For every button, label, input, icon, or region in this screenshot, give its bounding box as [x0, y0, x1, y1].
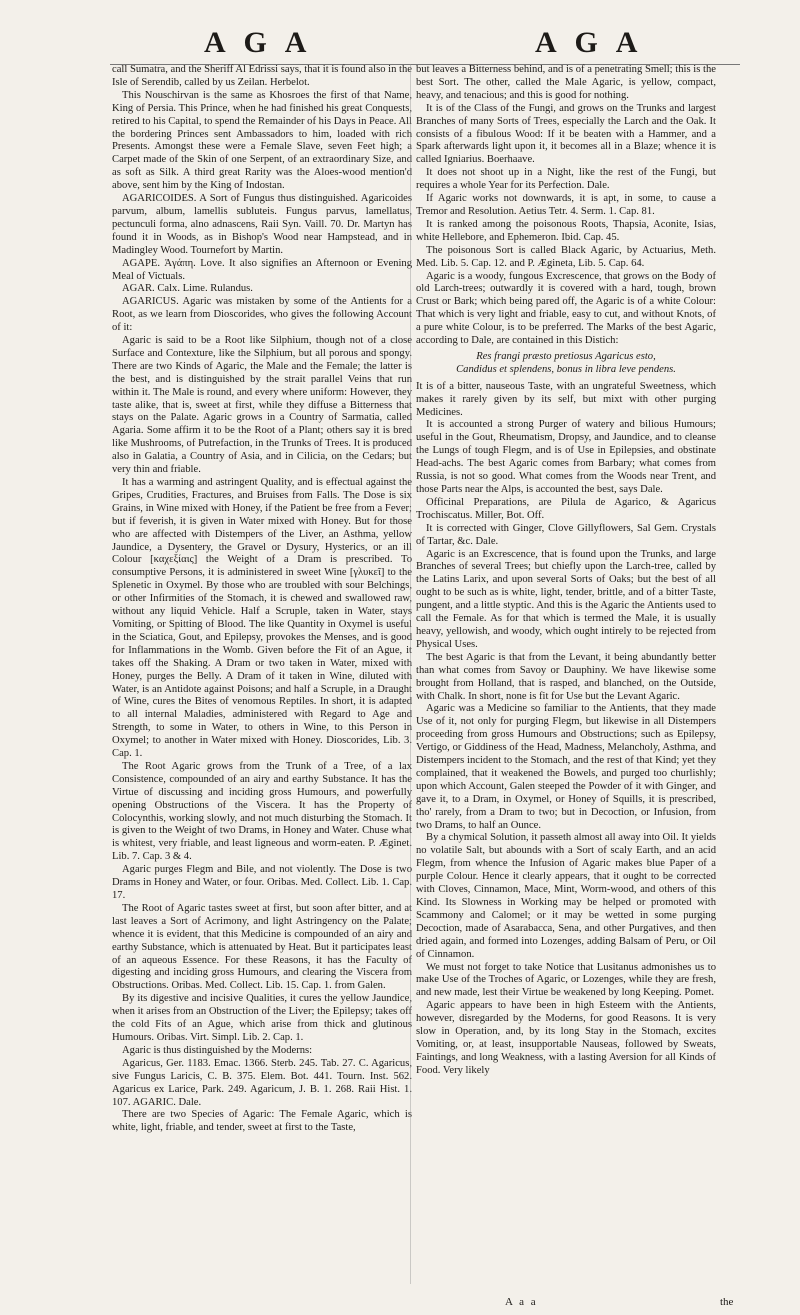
paragraph: It is ranked among the poisonous Roots, Thapsia, Aconite, Isias, white Hellebore, and Ephemeron. Ibid. Cap. 45. [416, 218, 716, 243]
paragraph: AGAR. Calx. Lime. Rulandus. [122, 283, 253, 295]
paragraph: Agaric is thus distinguished by the Moderns: [122, 1044, 313, 1056]
paragraph: We must not forget to take Notice that Lusitanus admonishes us to make Use of the Troches of Agaric, or Lozenges, while they are fresh, and new made, lest their Virtue be weakened by long Keeping. Pomet. [416, 961, 716, 999]
paragraph: The best Agaric is that from the Levant, it being abundantly better than what comes from Savoy or Dauphiny. We have likewise some brought from Holland, that is rasped, and blanched, on the Outside, with Chalk. In short, none is fit for Use but the Levant Agaric. [416, 651, 716, 702]
paragraph: AGAPE. Ἀγάπη. Love. It also signifies an Afternoon or Evening Meal of Victuals. [112, 257, 412, 282]
paragraph: Agaric is said to be a Root like Silphium, though not of a close Surface and Contexture, like the Silphium, but all porous and spongy. There are two Kinds of Agaric, the Male and the Female; the latter is the best, and is distinguished by the strait parallel Veins that run within it. The Male is round, and every where uniform: However, they taste alike, that is, sweet at first, while they diffuse a Bitterness that stays on the Palate. Agaric grows in a Country of Sarmatia, called Agaria. Some affirm it to be the Root of a Plant; others say it is bred like Mushrooms, of Putrefaction, in the Trunks of Trees. It is produced also in Galatia, a Country of Asia, and in Cilicia, on the Cedars; but very thin and friable. [112, 335, 412, 476]
paragraph: Agaric appears to have been in high Esteem with the Antients, however, disregarded by the Moderns, for good Reasons. It is very slow in Operation, and, by its long Stay in the Stomach, excites Vomiting, or, at least, insupportable Nauseas, followed by Sweats, Faintings, and long Weakness, with a lasting Aversion for all Kinds of Food. Very likely [416, 1000, 716, 1076]
running-head-left: A G A [204, 26, 313, 59]
paragraph: It is accounted a strong Purger of watery and bilious Humours; useful in the Gout, Rheumatism, Dropsy, and Jaundice, and to cleanse the Lungs of tough Flegm, and is of Use in Epilepsies, and obstinate Head-achs. The best Agaric comes from Barbary; what comes from Russia, is not so good. What comes from the Woods near Trent, and those Parts near the Alps, is accounted the best, says Dale. [416, 419, 716, 495]
paragraph: Officinal Preparations, are Pilula de Agarico, & Agaricus Trochiscatus. Miller, Bot. Off. [416, 496, 716, 521]
left-column [112, 64, 412, 1284]
paragraph: AGARICOIDES. A Sort of Fungus thus distinguished. Agaricoides parvum, album, lamellis subluteis. Fungus parvus, lamellatus, pectunculi forma, alno adnascens, Raii Syn. Vaill. 70. Dr. Martyn has found it in Woods, as in Bishop's Wood near Hampstead, and in Madingley Wood. Tournefort by Martin. [112, 193, 412, 256]
paragraph: There are two Species of Agaric: The Female Agaric, which is white, light, friable, and tender, sweet at first to the Taste, [112, 1109, 412, 1134]
paragraph: It has a warming and astringent Quality, and is effectual against the Gripes, Crudities, Fractures, and Bruises from Falls. The Dose is six Grains, in Wine mixed with Honey, if the Patient be free from a Fever; but if feverish, it is given in Water mixed with Honey. But for those who are affected with Distempers of the Liver, an Asthma, yellow Jaundice, a Dysentery, the Gravel or Dysury, Hysterics, or an ill Colour [καχεξίαις] the Weight of a Dram is prescribed. To consumptive Persons, it is administered in sweet Wine [γλυκεῖ] to the Splenetic in Oxymel. By those who are troubled with sour Belchings, or other Infirmities of the Stomach, it is chewed and swallowed raw, without any liquid Vehicle. Half a Scruple, taken in Water, stays Vomiting, or Spitting of Blood. The like Quantity in Oxymel is useful in the Sciatica, Gout, and Epilepsy, provokes the Menses, and is good for Inflammations in the Womb. Given before the Fit of an Ague, it takes off the Shaking. A Dram or two taken in Water, mixed with Honey, purges the Belly. A Dram of it taken in Wine, diluted with Water, is an Antidote against Poisons; and half a Scruple, in a Draught of Wine, cures the Bites of venomous Reptiles. In short, it is adapted to all internal Maladies, administered with Regard to Age and Strength, to some in Water, to others in Wine, to this Person in Oxymel; to another in Water mixed with Honey. Dioscorides, Lib. 3. Cap. 1. [112, 477, 412, 760]
paragraph: but leaves a Bitterness behind, and is of a penetrating Smell; this is the best Sort. The other, called the Male Agaric, is yellow, compact, heavy, and tenacious; and this is good for nothing. [416, 64, 716, 101]
paragraph: Agaric purges Flegm and Bile, and not violently. The Dose is two Drams in Honey and Water, or four. Oribas. Med. Collect. Lib. 1. Cap. 17. [112, 864, 412, 901]
paragraph: It is of the Class of the Fungi, and grows on the Trunks and largest Branches of many Sorts of Trees, especially the Larch and the Oak. It consists of a fibulous Wood: If it be beaten with a Hammer, and a Spark afterwards light upon it, it becomes all in a Blaze; whence it is called Igniarius. Boerhaave. [416, 102, 716, 166]
verse-line: Res frangi præsto pretiosus Agaricus esto, [476, 350, 656, 362]
column-divider [410, 64, 411, 1284]
paragraph: If Agaric works not downwards, it is apt, in some, to cause a Tremor and Resolution. Aetius Tetr. 4. Serm. 1. Cap. 81. [416, 193, 716, 217]
paragraph: It does not shoot up in a Night, like the rest of the Fungi, but requires a whole Year for its Perfection. Dale. [416, 167, 716, 192]
paragraph: Agaric is a woody, fungous Excrescence, that grows on the Body of old Larch-trees; outwardly it is covered with a hard, tough, brown Crust or Bark; which being pared off, the Agaric is of a white Colour: That which is very light and friable, easy to cut, and without Knots, of a pure white Colour, is to be preferred. The Marks of the best Agaric, according to Dale, are contained in this Distich: [416, 270, 716, 347]
latin-distich [416, 351, 716, 377]
paragraph: Agaric was a Medicine so familiar to the Antients, that they made Use of it, not only for purging Flegm, but likewise in all Distempers proceeding from gross Humours and Obstructions; such as Epilepsy, Vertigo, or Giddiness of the Head, Madness, Melancholy, Asthma, and Distempers incident to the Stomach, and the rest of that Kind; yet they complained, that it weakened the Bowels, and purged too churlishly; upon which Account, Galen steeped the Powder of it with Ginger, and gave it, to a Dram, in Oxymel, or Honey of Squills, it is prescribed, tho' rarely, from a Dram to two; but in Decoction, or Infusion, from two Drams, to half an Ounce. [416, 703, 716, 831]
verse-line: Candidus et splendens, bonus in libra leve pendens. [456, 363, 676, 375]
paragraph: It is of a bitter, nauseous Taste, with an ungrateful Sweetness, which makes it rarely given by its self, but mixt with other purging Medicines. [416, 380, 716, 418]
paragraph: The Root Agaric grows from the Trunk of a Tree, of a lax Consistence, compounded of an airy and earthy Substance. It has the Virtue of discussing and inciding gross Humours, and powerfully opening Obstructions of the Viscera. It has the Property of Colocynthis, working slowly, and not much disturbing the Stomach. It is given to the Weight of two Drams, in Honey and Water. Chuse what is whitest, very friable, and least ligneous and worm-eaten. P. Æginet. Lib. 7. Cap. 3 & 4. [112, 760, 412, 863]
right-column [416, 64, 716, 1284]
paragraph: By a chymical Solution, it passeth almost all away into Oil. It yields no volatile Salt, but abounds with a Sort of scaly Earth, and an acid Flegm, from whence the Infusion of Agaric makes blue Paper of a purple Colour. Hence it clearly appears, that it ought to be corrected with Cloves, Cinnamon, Mace, Mint, Worm-wood, and others of this Kind. Its Slowness in Working may be helped or promoted with Scammony and Calomel; or it may be wetted in some purging Decoction, made of Asarabacca, Sena, and other Purgatives, and then dried again, and formed into Lozenges, adding Balsam of Peru, or Oil of Cinnamon. [416, 832, 716, 960]
paragraph: It is corrected with Ginger, Clove Gillyflowers, Sal Gem. Crystals of Tartar, &c. Dale. [416, 522, 716, 547]
running-head-right: A G A [535, 26, 644, 59]
signature-mark: A a a [505, 1296, 538, 1308]
paragraph: Agaricus, Ger. 1183. Emac. 1366. Sterb. 245. Tab. 27. C. Agaricus, sive Fungus Laricis, C. B. 375. Elem. Bot. 441. Tourn. Inst. 562. Agaricus ex Larice, Park. 249. Agaricum, J. B. 1. 268. Raii Hist. 1. 107. AGARIC. Dale. [112, 1057, 412, 1108]
paragraph: The Root of Agaric tastes sweet at first, but soon after bitter, and at last leaves a Sort of Acrimony, and light Astringency on the Palate; whence it is evident, that this Medicine is compounded of an airy and earthy Substance, which is attenuated by Heat. But it participates least of an aqueous Essence. For these Reasons, it has the Faculty of digesting and inciding gross Humours, and clearing the Viscera from Obstructions. Oribas. Med. Collect. Lib. 15. Cap. 1. from Galen. [112, 902, 412, 992]
paragraph: AGARICUS. Agaric was mistaken by some of the Antients for a Root, as we learn from Dioscorides, who gives the following Account of it: [112, 296, 412, 334]
paragraph: Agaric is an Excrescence, that is found upon the Trunks, and large Branches of several Trees; but chiefly upon the Larch-tree, called by the Latins Larix, and upon several Sorts of Oaks; but the best of all ought to be such as is white, light, tender, brittle, and of a bitter Taste, pungent, and a little styptic. And this is the Agaric the Antients used to call the Female. As for that which is termed the Male, it is usually heavy, yellowish, and woody, which ought intirely to be rejected from Physical Uses. [416, 548, 716, 650]
paragraph: The poisonous Sort is called Black Agaric, by Actuarius, Meth. Med. Lib. 5. Cap. 12. and P. Ægineta, Lib. 5. Cap. 64. [416, 244, 716, 269]
paragraph: This Nouschirvan is the same as Khosroes the first of that Name, King of Persia. This Prince, when he had finished his great Conquests, retired to his Capital, to spend the Remainder of his Days in Peace. All the bordering Princes sent Ambassadors to him, loaded with rich Presents. Amongst these were a Female Slave, seven Feet high; a Carpet made of the Skin of one Serpent, of an extraordinary Size, and as soft as Silk. A third great Rarity was the Aloes-wood mention'd above, sent him by the King of Indostan. [112, 89, 412, 192]
paragraph: By its digestive and incisive Qualities, it cures the yellow Jaundice, when it arises from an Obstruction of the Liver; the Epilepsy; takes off the cold Fits of an Ague, which arise from thick and glutinous Humours. Oribas. Virt. Simpl. Lib. 2. Cap. 1. [112, 993, 412, 1043]
paragraph: call Sumatra, and the Sheriff Al Edrissi says, that it is found also in the Isle of Serendib, called by us Zeilan. Herbelot. [112, 64, 412, 88]
catchword: the [720, 1296, 734, 1308]
